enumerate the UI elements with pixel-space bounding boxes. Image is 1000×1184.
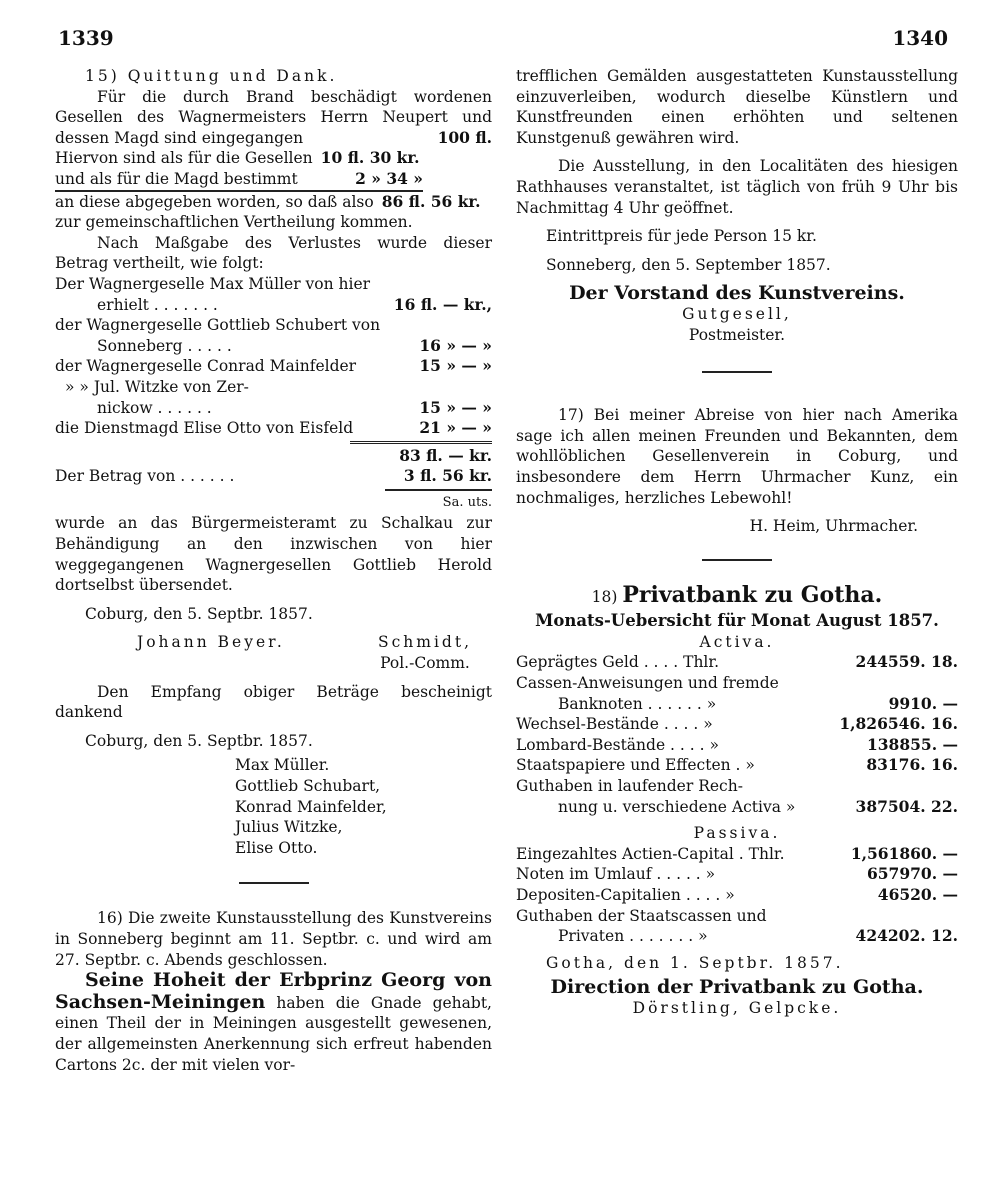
- distribution-table: [55, 274, 492, 514]
- rest-amount: 3 fl. 56 kr.: [403, 466, 492, 486]
- separator-left: [239, 882, 309, 884]
- passiva-amount: 657970. —: [866, 864, 958, 884]
- signer-4: Julius Witzke,: [235, 818, 343, 837]
- activa-label: Cassen-Anweisungen und fremde: [516, 674, 779, 693]
- separator-right-2: [702, 559, 772, 561]
- section-16-signer-title: Postmeister.: [688, 325, 786, 344]
- signature-beyer: Johann Beyer.: [137, 633, 285, 652]
- activa-row: [516, 673, 958, 694]
- activa-amount: 83176. 16.: [866, 755, 958, 775]
- passiva-table: [516, 844, 958, 947]
- allocation-row-magd: [55, 169, 423, 192]
- passiva-label: Guthaben der Staatscassen und: [516, 906, 767, 925]
- remaining-amount: 86 fl. 56 kr.: [381, 191, 481, 211]
- passiva-amount: 46520. —: [877, 885, 958, 904]
- receipt-signers: [55, 755, 492, 858]
- transfer-note: wurde an das Bürgermeisteramt zu Schalkau zur Behändigung an den inzwischen von hier weggegangenen Wagnergesellen Gottlieb Herold dortselbst übersendet.: [55, 514, 492, 595]
- section-18-direction: Direction der Privatbank zu Gotha.: [550, 976, 924, 999]
- signature-schmidt-title: Pol.-Comm.: [380, 654, 470, 673]
- receipt-note: Den Empfang obiger Beträge bescheinigt dankend: [55, 682, 492, 722]
- passiva-title: Passiva.: [693, 824, 781, 843]
- distribution-row-schubert-a: der Wagnergeselle Gottlieb Schubert von: [55, 316, 381, 335]
- activa-table: [516, 652, 958, 817]
- activa-row: [516, 652, 958, 673]
- allocation-row-gesellen: [55, 148, 492, 169]
- distribution-total-row: [55, 446, 492, 467]
- signature-schmidt: [378, 632, 472, 673]
- activa-row: [516, 776, 958, 797]
- right-column: [516, 66, 958, 1019]
- section-16-patron: [55, 970, 492, 1075]
- passiva-label: Noten im Umlauf . . . . . »: [516, 865, 716, 884]
- activa-row: [516, 714, 958, 735]
- section-18-title: Privatbank zu Gotha.: [622, 581, 883, 608]
- section-18-number: 18): [591, 587, 618, 606]
- section-18-heading: [516, 581, 958, 608]
- distribution-row-mueller: [55, 295, 492, 316]
- activa-amount: 138855. —: [866, 734, 958, 754]
- activa-title: Activa.: [699, 632, 775, 651]
- rest-rule: [385, 489, 492, 491]
- activa-label: Geprägtes Geld . . . . Thlr.: [516, 653, 720, 672]
- distribution-row-mainfelder: [55, 356, 492, 377]
- section-18-subheading: Monats-Uebersicht für Monat August 1857.: [535, 611, 939, 631]
- section-17-signature: H. Heim, Uhrmacher.: [749, 517, 918, 536]
- distribution-amount-otto: 21 » — »: [419, 418, 492, 438]
- activa-row: [516, 755, 958, 776]
- signer-3: Konrad Mainfelder,: [235, 797, 387, 816]
- total-rule: [350, 441, 492, 444]
- section-16-date: Sonneberg, den 5. September 1857.: [546, 255, 831, 274]
- distribution-label-witzke: nickow . . . . . .: [97, 398, 212, 417]
- rest-label: Der Betrag von . . . . . .: [55, 467, 235, 486]
- distribution-amount-witzke: 15 » — »: [419, 397, 492, 417]
- passiva-label: Privaten . . . . . . . »: [558, 927, 708, 946]
- section-15-intro-amount: 100 fl.: [437, 127, 492, 147]
- distribution-label-mueller: erhielt . . . . . . .: [97, 295, 218, 314]
- passiva-amount: 1,561860. —: [850, 843, 958, 863]
- remaining-tail: zur gemeinschaftlichen Vertheilung kommen.: [55, 213, 413, 232]
- activa-label: Guthaben in laufender Rech-: [516, 777, 743, 796]
- coburg-date-2: Coburg, den 5. Septbr. 1857.: [85, 731, 313, 750]
- section-16-patron-text: haben die Gnade gehabt, einen Theil der in Meiningen ausgestellt gewesenen, der allgemeinsten Anerkennung sich erfreut habenden Cartons 2c. der mit vielen vor-: [55, 993, 492, 1074]
- section-18-date: Gotha, den 1. Septbr. 1857.: [546, 953, 844, 972]
- activa-label: Staatspapiere und Effecten . »: [516, 756, 755, 775]
- coburg-date-1: Coburg, den 5. Septbr. 1857.: [85, 604, 313, 623]
- section-17-text: 17) Bei meiner Abreise von hier nach Amerika sage ich allen meinen Freunden und Bekannten, dem wohllöblichen Gesellenverein in Coburg, und insbesondere dem Herrn Uhrmacher Kunz, ein nochmaliges, herzliches Lebewohl!: [516, 406, 958, 507]
- page-number-right: 1340: [892, 26, 948, 50]
- separator-right-1: [702, 371, 772, 373]
- allocation-label-magd: und als für die Magd bestimmt: [55, 169, 298, 188]
- allocation-amount-magd: 2 » 34 »: [355, 168, 423, 188]
- activa-amount: 387504. 22.: [855, 796, 958, 816]
- activa-label: nung u. verschiedene Activa »: [558, 797, 796, 816]
- section-18-signers: Dörstling, Gelpcke.: [632, 998, 842, 1017]
- activa-label: Wechsel-Bestände . . . . »: [516, 715, 713, 734]
- distribution-label-mainfelder: der Wagnergeselle Conrad Mainfelder: [55, 357, 357, 376]
- section-16-board: Der Vorstand des Kunstvereins.: [569, 282, 905, 305]
- passiva-row: [516, 844, 958, 865]
- section-15-intro-text: Für die durch Brand beschädigt wordenen Gesellen des Wagnermeisters Herrn Neupert und dessen Magd sind eingegangen: [55, 87, 492, 147]
- left-column: [55, 66, 492, 1075]
- activa-row: [516, 735, 958, 756]
- section-16-price: Eintrittpreis für jede Person 15 kr.: [546, 227, 817, 246]
- signature-row-1: [55, 632, 492, 673]
- activa-row: [516, 797, 958, 818]
- section-16-patron-name: Seine Hoheit der Erbprinz Georg von Sachsen-Meiningen: [55, 969, 492, 1013]
- signer-2: Gottlieb Schubart,: [235, 777, 381, 795]
- activa-label: Lombard-Bestände . . . . »: [516, 735, 719, 754]
- distribution-row-otto: [55, 418, 492, 439]
- distribution-row-witzke: [55, 398, 492, 419]
- distribution-label-schubert: Sonneberg . . . . .: [97, 336, 232, 355]
- signature-schmidt-name: Schmidt,: [377, 633, 472, 652]
- signer-5: Elise Otto.: [235, 838, 318, 857]
- activa-amount: 244559. 18.: [855, 652, 958, 672]
- allocation-amount-gesellen: 10 fl. 30 kr.: [320, 148, 420, 168]
- activa-amount: 9910. —: [888, 693, 958, 713]
- page-number-left: 1339: [58, 26, 114, 50]
- rest-row: [55, 466, 492, 487]
- passiva-row: [516, 926, 958, 947]
- section-15-heading: 15) Quittung und Dank.: [85, 67, 338, 85]
- passiva-row: [516, 864, 958, 885]
- passiva-row: [516, 885, 958, 906]
- distribution-amount-mueller: 16 fl. — kr.,: [393, 294, 492, 314]
- section-16-intro: 16) Die zweite Kunstausstellung des Kunstvereins in Sonneberg beginnt am 11. Septbr. c. und wird am 27. Septbr. c. Abends geschlossen.: [55, 909, 492, 969]
- passiva-amount: 424202. 12.: [855, 926, 958, 946]
- allocation-label-gesellen: Hiervon sind als für die Gesellen: [55, 149, 313, 168]
- section-16-signer-name: Gutgesell,: [682, 304, 792, 323]
- section-15-intro: [55, 87, 492, 149]
- remaining-row: [55, 192, 492, 213]
- distribution-row-mueller-a: Der Wagnergeselle Max Müller von hier: [55, 274, 371, 293]
- activa-row: [516, 694, 958, 715]
- sa-uts-row: [55, 493, 492, 514]
- distribution-label-otto: die Dienstmagd Elise Otto von Eisfeld: [55, 419, 354, 438]
- section-16-hours: Die Ausstellung, in den Localitäten des hiesigen Rathhauses veranstaltet, ist täglich von früh 9 Uhr bis Nachmittag 4 Uhr geöffnet.: [516, 157, 958, 217]
- activa-label: Banknoten . . . . . . »: [558, 694, 717, 713]
- distribution-amount-mainfelder: 15 » — »: [419, 356, 492, 376]
- passiva-label: Depositen-Capitalien . . . . »: [516, 886, 735, 904]
- distribution-total: 83 fl. — kr.: [399, 445, 492, 465]
- distribution-row-schubert: [55, 336, 492, 357]
- section-16-continued: trefflichen Gemälden ausgestatteten Kunstausstellung einzuverleiben, wodurch dieselbe Künstlern und Kunstfreunden einen erhöhten und seltenen Kunstgenuß gewähren wird.: [516, 67, 958, 147]
- signer-1: Max Müller.: [235, 756, 330, 775]
- sa-uts: Sa. uts.: [442, 494, 492, 510]
- passiva-row: [516, 906, 958, 927]
- distribution-amount-schubert: 16 » — »: [419, 335, 492, 355]
- activa-amount: 1,826546. 16.: [839, 714, 958, 734]
- passiva-label: Eingezahltes Actien-Capital . Thlr.: [516, 844, 785, 863]
- remaining-label: an diese abgegeben worden, so daß also: [55, 192, 374, 211]
- distribution-row-witzke-a: » » Jul. Witzke von Zer-: [65, 377, 249, 396]
- distribution-intro: Nach Maßgabe des Verlustes wurde dieser Betrag vertheilt, wie folgt:: [55, 233, 492, 273]
